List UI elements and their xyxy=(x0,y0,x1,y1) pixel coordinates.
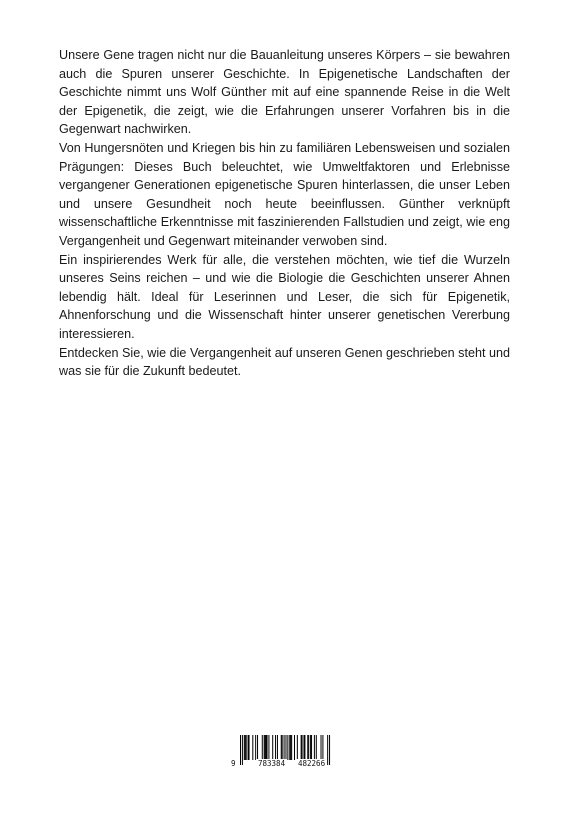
barcode-bar xyxy=(264,735,265,760)
barcode-bar xyxy=(262,735,263,760)
barcode-bar xyxy=(321,735,322,760)
barcode-bar xyxy=(248,735,249,760)
barcode-digits-right: 482266 xyxy=(298,759,326,768)
barcode-digits xyxy=(229,759,341,769)
barcode-bar xyxy=(252,735,253,760)
blurb-text-block xyxy=(59,46,510,381)
barcode-bar xyxy=(289,735,290,760)
barcode-bar xyxy=(245,735,246,760)
barcode-bar xyxy=(308,735,309,760)
barcode-bar xyxy=(302,735,303,760)
barcode-bar xyxy=(290,735,291,760)
barcode-bar xyxy=(301,735,302,760)
barcode-bar xyxy=(277,735,278,760)
barcode-bar xyxy=(268,735,269,760)
barcode-bar xyxy=(272,735,273,760)
barcode-bar xyxy=(246,735,247,760)
barcode-bar xyxy=(266,735,267,760)
barcode-bar xyxy=(316,735,317,760)
blurb-paragraph-2: Von Hungersnöten und Kriegen bis hin zu familiären Lebensweisen und sozialen Prägungen: Dieses Buch beleuchtet, wie Umweltfaktoren und Erlebnisse vergangener Generationen epigenetische Spuren hinterlassen, die unser Leben und unsere Gesundheit noch heute beeinflussen. Günther verknüpft wissenschaftliche Erkenntnisse mit faszinierenden Fallstudien und zeigt, wie eng Vergangenheit und Gegenwart miteinander verwoben sind. xyxy=(59,140,510,248)
barcode-bar xyxy=(291,735,292,760)
isbn-barcode xyxy=(229,734,341,768)
barcode-bar xyxy=(244,735,245,760)
barcode-bar xyxy=(303,735,304,760)
barcode-bar xyxy=(322,735,323,760)
blurb-paragraph-3: Ein inspirierendes Werk für alle, die verstehen möchten, wie tief die Wurzeln unseres Seins reichen – und wie die Biologie die Geschichten unserer Ahnen lebendig hält. Ideal für Leserinnen und Leser, die sich für Epigenetik, Ahnenforschung und die Wissenschaft hinter unserer genetischen Vererbung interessieren. xyxy=(59,252,510,341)
barcode-bar xyxy=(294,735,295,760)
barcode-bar xyxy=(307,735,308,760)
barcode-bar xyxy=(267,735,268,760)
barcode-digit-lead: 9 xyxy=(231,759,236,768)
barcode-bar xyxy=(297,735,298,760)
blurb-paragraph-1: Unsere Gene tragen nicht nur die Bauanleitung unseres Körpers – sie bewahren auch die Spuren unserer Geschichte. In Epigenetische Landschaften der Geschichte nimmt uns Wolf Günther mit auf eine spannende Reise in die Welt der Epigenetik, die zeigt, wie die Erfahrungen unserer Vorfahren bis in die Gegenwart nachwirken. xyxy=(59,48,510,137)
barcode-bar xyxy=(257,735,258,760)
barcode-digits-left: 783384 xyxy=(258,759,286,768)
barcode-bar xyxy=(287,735,288,760)
barcode-bar xyxy=(265,735,266,760)
barcode-bar xyxy=(255,735,256,760)
barcode-bar xyxy=(311,735,312,760)
blurb-paragraph-4: Entdecken Sie, wie die Vergangenheit auf unseren Genen geschrieben steht und was sie für die Zukunft bedeutet. xyxy=(59,345,510,379)
barcode-bar xyxy=(314,735,315,760)
barcode-bar xyxy=(282,735,283,760)
barcode-bar xyxy=(310,735,311,760)
barcode-bar xyxy=(304,735,305,760)
barcode-bar xyxy=(275,735,276,760)
barcode-bar xyxy=(281,735,282,760)
barcode-bar xyxy=(249,735,250,760)
